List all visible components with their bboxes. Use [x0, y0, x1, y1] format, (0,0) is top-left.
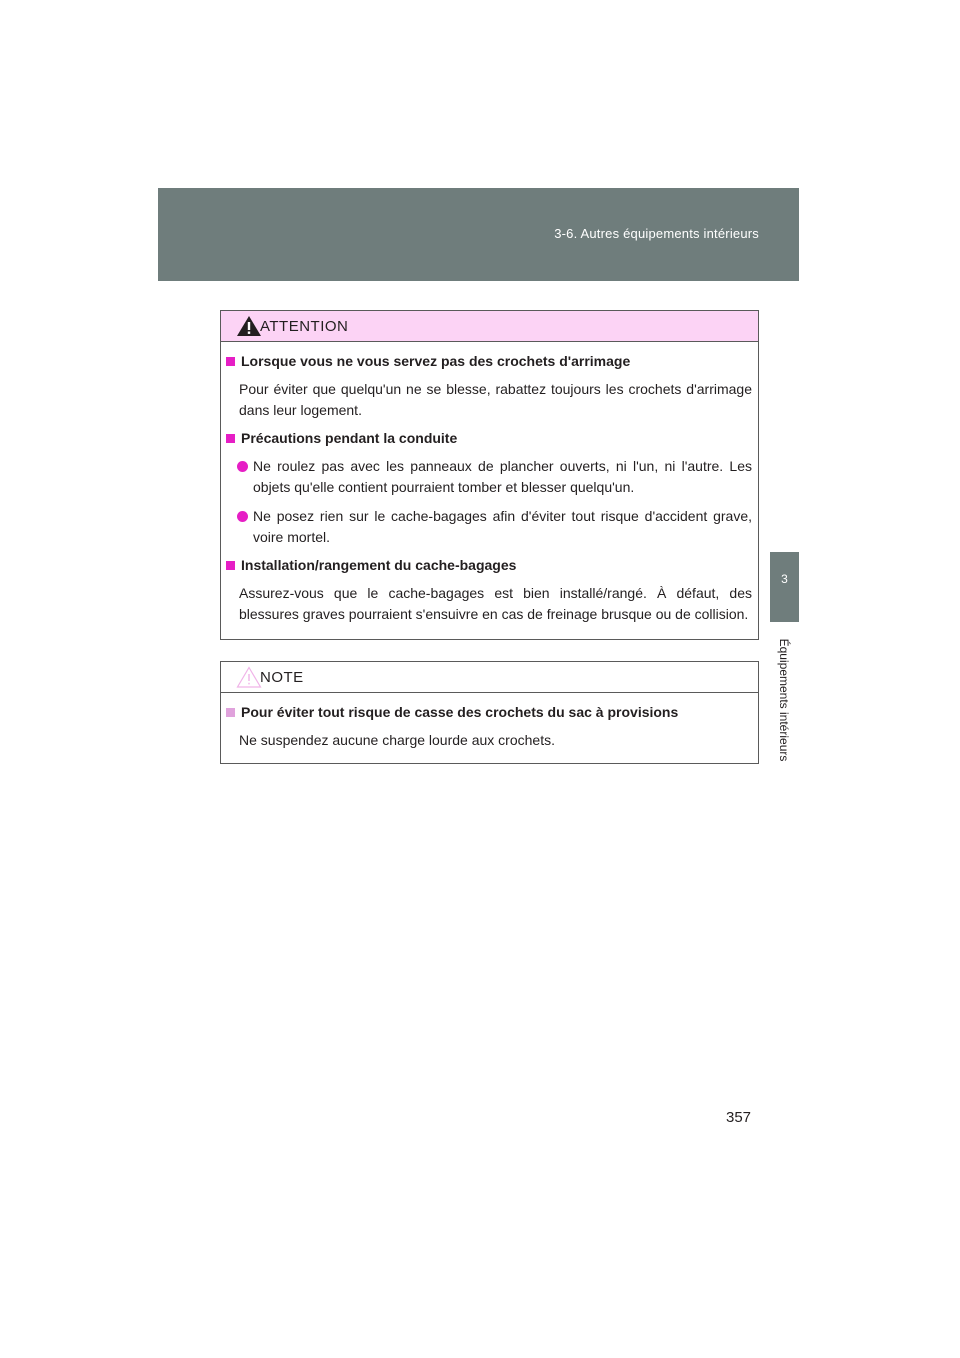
note-body — [221, 693, 758, 751]
warning-outline-icon — [236, 666, 262, 688]
attention-box — [220, 310, 759, 640]
list-item: Ne posez rien sur le cache-bagages afin d'éviter tout risque d'accident grave, voire mortel. — [221, 506, 752, 548]
section-heading: Précautions pendant la conduite — [221, 429, 752, 448]
square-bullet-icon — [226, 357, 235, 366]
section-heading: Lorsque vous ne vous servez pas des crochets d'arrimage — [221, 352, 752, 371]
square-bullet-icon — [226, 434, 235, 443]
note-title: NOTE — [260, 669, 304, 686]
header-band — [158, 188, 799, 281]
note-box — [220, 661, 759, 764]
chapter-label: Équipements intérieurs — [777, 638, 791, 762]
chapter-number: 3 — [781, 572, 788, 586]
attention-header — [221, 311, 758, 342]
round-bullet-icon — [237, 511, 248, 522]
section-title: 3-6. Autres équipements intérieurs — [554, 226, 759, 241]
list-item: Ne roulez pas avec les panneaux de plancher ouverts, ni l'un, ni l'autre. Les objets qu'elle contient pourraient tomber et blesser quelqu'un. — [221, 456, 752, 498]
round-bullet-icon — [237, 461, 248, 472]
attention-title: ATTENTION — [260, 318, 349, 335]
section-text: Ne suspendez aucune charge lourde aux crochets. — [239, 732, 555, 748]
note-header — [221, 662, 758, 693]
section-heading: Pour éviter tout risque de casse des crochets du sac à provisions — [221, 703, 752, 722]
chapter-tab — [770, 552, 799, 622]
section-text: Assurez-vous que le cache-bagages est bien installé/rangé. À défaut, des blessures graves pourraient s'ensuivre en cas de freinage brusque ou de collision. — [239, 585, 752, 622]
warning-filled-icon — [236, 315, 262, 337]
square-bullet-icon — [226, 708, 235, 717]
page-number: 357 — [726, 1109, 752, 1126]
square-bullet-icon — [226, 561, 235, 570]
attention-body — [221, 342, 758, 625]
section-heading: Installation/rangement du cache-bagages — [221, 556, 752, 575]
section-text: Pour éviter que quelqu'un ne se blesse, rabattez toujours les crochets d'arrimage dans leur logement. — [239, 381, 752, 418]
